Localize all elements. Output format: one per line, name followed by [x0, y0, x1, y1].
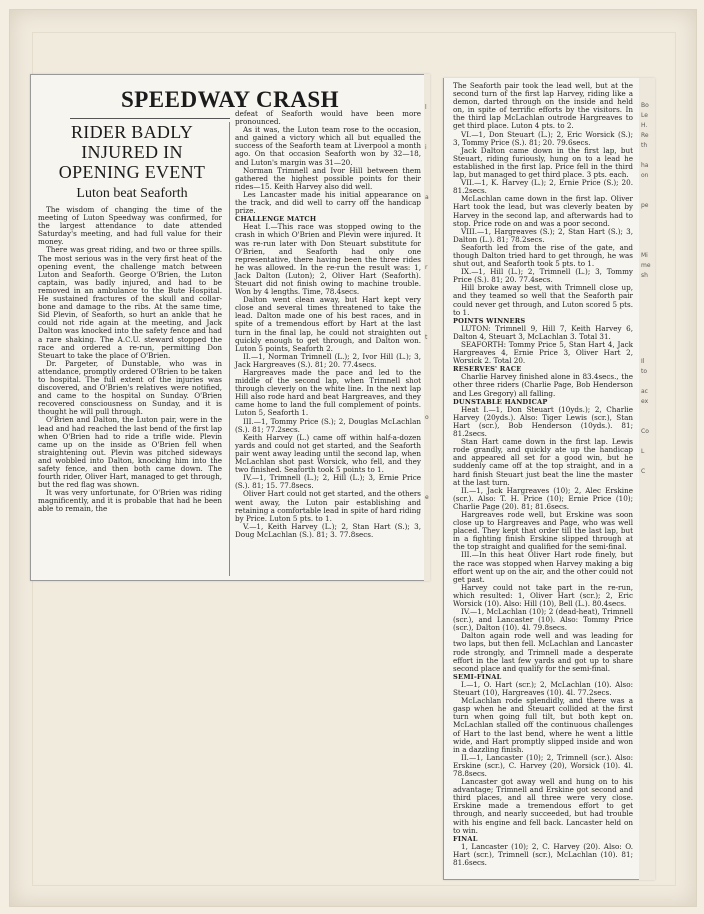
paragraph: 1, Lancaster (10); 2, C. Harvey (20). Also: O. Hart (scr.), Trimnell (scr.), McLachlan (10). 81; 81.6secs.: [453, 841, 633, 867]
paragraph: Lancaster got away well and hung on to his advantage; Trimnell and Erskine got second and third places, and all three were very close. Erskine made a tremendous effort to get through, and nearly succeeded, but had trouble with his engine and fell back. Lancaster held on to win.: [453, 777, 633, 835]
paragraph: IX.—1, Hill (L.); 2, Trimnell (L.); 3, Tommy Price (S.). 81; 20. 77.4secs.: [453, 267, 633, 285]
paragraph: VIII.—1, Hargreaves (S.); 2, Stan Hart (S.); 3, Dalton (L.). 81; 78.2secs.: [453, 226, 633, 244]
fragment-char: Bo: [641, 102, 649, 109]
fragment-char: H.: [641, 122, 648, 129]
section-heading: RESERVES' RACE: [453, 365, 522, 374]
fragment-char: ac: [641, 388, 648, 395]
clipping-edge: [30, 74, 430, 75]
fragment-char: ha: [641, 162, 649, 169]
fragment-char: pe: [641, 202, 649, 209]
paragraph: Charlie Harvey finished alone in 83.4secs., the other three riders (Charlie Page, Bob Henderson and Les Gregory) all falling.: [453, 372, 633, 398]
section-heading: CHALLENGE MATCH: [235, 215, 317, 224]
fragment-char: a: [425, 194, 429, 201]
deck-line: RIDER BADLY: [71, 122, 193, 142]
fragment-char: t: [425, 334, 428, 341]
paragraph: Hargreaves made the pace and led to the middle of the second lap, when Trimnell shot through cleverly on the white line. In the next lap Hill also rode hard and beat Hargreaves, and they came home to land the full complement of points. Luton 5, Seaforth 1.: [235, 368, 421, 418]
paragraph: II.—1, Norman Trimnell (L.); 2, Ivor Hill (L.); 3, Jack Hargreaves (S.). 81; 20. 77.4secs.: [235, 351, 421, 369]
paragraph: Hargreaves rode well, but Erskine was soon close up to Hargreaves and Page, who was well placed. They kept that order till the last lap, but in a fighting finish Erskine slipped through at the top straight and qualified for the semi-final.: [453, 509, 633, 552]
headline-rule: [70, 118, 230, 119]
paragraph: Seaforth led from the rise of the gate, and though Dalton tried hard to get through, he was shut out, and Seaforth took 5 pts. to 1.: [453, 242, 633, 269]
clipping-edge: [30, 74, 31, 581]
paragraph: II.—1, Lancaster (10); 2, Trimnell (scr.). Also: Erskine (scr.), C. Harvey (20), Worsick (10). 4l. 78.8secs.: [453, 752, 633, 778]
section-heading: DUNSTABLE HANDICAP: [453, 397, 548, 406]
fragment-char: Le: [641, 112, 648, 119]
paragraph: As it was, the Luton team rose to the occasion, and gained a victory which all but equalled the success of the Seaforth team at Liverpool a month ago. On that occasion Seaforth won by 32—18, and Luton's margin was 31—20.: [235, 125, 421, 167]
clipping-edge: [443, 879, 655, 880]
section-heading: POINTS WINNERS: [453, 316, 526, 325]
adjacent-column-fragment: [424, 74, 430, 581]
paragraph: Les Lancaster made his initial appearance on the track, and did well to carry off the handicap prize.: [235, 189, 421, 216]
fragment-char: r: [425, 264, 428, 271]
paragraph: Stan Hart came down in the first lap. Lewis rode grandly, and quickly ate up the handicap and appeared all set for a good win, but he suddenly came off at the top straight, and in a hard finish Steuart just beat the line the master at the last turn.: [453, 437, 633, 487]
paragraph: LUTON: Trimnell 9, Hill 7, Keith Harvey 6, Dalton 4, Steuart 3, McLachlan 3. Total 31.: [453, 323, 633, 341]
clipping-main: [30, 74, 430, 581]
fragment-char: Co: [641, 428, 649, 435]
paragraph: Harvey could not take part in the re-run, which resulted: 1, Oliver Hart (scr.); 2, Eric Worsick (10). Also: Hill (10), Bell (L.). 80.4secs.: [453, 582, 633, 608]
paragraph: SEAFORTH: Tommy Price 5, Stan Hart 4, Jack Hargreaves 4, Ernie Price 3, Oliver Hart 2, Worsick 2. Total 20.: [453, 340, 633, 366]
column-3: [453, 82, 633, 876]
subdeck: Luton beat Seaforth: [76, 186, 188, 201]
paragraph: Keith Harvey (L.) came off within half-a-dozen yards and could not get started, and the Seaforth pair went away leading until the second lap, when McLachlan shot past Worsick, who fell, and they two finished. Seaforth took 5 points to 1.: [235, 432, 421, 475]
paragraph: Heat I.—1, Don Steuart (10yds.); 2, Charlie Harvey (20yds.). Also: Tiger Lewis (scr.), Stan Hart (scr.), Bob Henderson (10yds.). 81; 81.2secs.: [453, 404, 633, 439]
column-rule: [229, 122, 230, 576]
clipping-edge: [443, 78, 444, 880]
paragraph: McLachlan rode splendidly, and there was a gasp when he and Steuart collided at the first turn when going full tilt, but both kept on. McLachlan stalled off the continuous challenges of Hart to the last bend, where he went a little wide, and Hart promptly slipped inside and won in a dazzling finish.: [453, 696, 633, 754]
paragraph: II.—1, Jack Hargreaves (10); 2, Alec Erskine (scr.). Also: T. H. Price (10); Ernie Price (10); Charlie Page (20). 81; 81.6secs.: [453, 485, 633, 511]
deck-line: OPENING EVENT: [58, 162, 206, 182]
paragraph: Oliver Hart could not get started, and the others went away, the Luton pair establishing and retaining a comfortable lead in spite of hard riding by Price. Luton 5 pts. to 1.: [235, 489, 421, 523]
fragment-char: e: [425, 494, 429, 501]
section-heading: SEMI-FINAL: [453, 672, 502, 681]
pencil-annotation: [2, 838, 20, 890]
paragraph: III.—In this heat Oliver Hart rode finely, but the race was stopped when Harvey making a big effort went up on the air, and the other could not get past.: [453, 550, 633, 584]
fragment-char: ex: [641, 398, 649, 405]
fragment-char: Il: [641, 358, 645, 365]
paragraph: defeat of Seaforth would have been more pronounced.: [235, 109, 421, 127]
fragment-char: th: [641, 142, 648, 149]
fragment-char: o: [425, 414, 429, 421]
paragraph: III.—1, Tommy Price (S.); 2, Douglas McLachlan (S.). 81; 77.2secs.: [235, 416, 421, 434]
paragraph: Dalton again rode well and was leading for two laps, but then fell. McLachlan and Lancaster rode strongly, and Trimnell made a desperate effort in the last few yards and got up to share second place and qualify for the semi-final.: [453, 631, 633, 673]
headline: SPEEDWAY CRASH: [120, 87, 340, 112]
paragraph: IV.—1, McLachlan (10); 2 (dead-heat), Trimnell (scr.), and Lancaster (10). Also: Tommy Price (scr.), Dalton (10). 4l. 79.8secs.: [453, 607, 633, 633]
paragraph: McLachlan came down in the first lap. Oliver Hart took the lead, but was cleverly beaten by Harvey in the second lap, and afterwards had to stop. Price rode on and was a poor second.: [453, 194, 633, 228]
paragraph: The Seaforth pair took the lead well, but at the second turn of the first lap Harvey, riding like a demon, darted through on the inside and held on, in spite of terrific efforts by the visitors. In the third lap McLachlan outrode Hargreaves to get third place. Luton 4 pts. to 2.: [453, 81, 633, 131]
paragraph: Jack Dalton came down in the first lap, but Steuart, riding furiously, hung on to a lead he established in the first lap. Price fell in the third lap, but managed to get third place. 3 pts. each.: [453, 145, 633, 180]
paragraph: Dalton went clean away, but Hart kept very close and several times threatened to take the lead. Dalton made one of his best races, and in spite of a tremendous effort by Hart at the last turn in the final lap, he could not straighten out quickly enough to get through, and Dalton won. Luton 5 points, Seaforth 2.: [235, 295, 421, 353]
adjacent-column-fragment: [639, 78, 655, 880]
paragraph: IV.—1, Trimnell (L.); 2, Hill (L.); 3, Ernie Price (S.). 81; 15. 77.8secs.: [235, 473, 421, 491]
fragment-char: to: [641, 368, 648, 375]
paragraph: VII.—1, K. Harvey (L.); 2, Ernie Price (S.); 20. 81.2secs.: [453, 178, 633, 196]
paragraph: There was great riding, and two or three spills. The most serious was in the very first heat of the opening event, the challenge match between Luton and Seaforth. George O'Brien, the Luton captain, was badly injured, and had to be removed in an ambulance to the Bute Hospital. He sustained fractures of the skull and collar-bone and damage to the ribs. At the same time, Sid Plevin, of Seaforth, so hurt an ankle that he could not ride again at the meeting, and Jack Dalton was knocked into the safety fence and had a rare shaking. The A.C.U. steward stopped the race and ordered a re-run, permitting Don Steuart to take the place of O'Brien.: [38, 245, 222, 360]
fragment-char: C: [641, 468, 646, 475]
clipping-edge: [30, 580, 430, 581]
paragraph: O'Brien and Dalton, the Luton pair, were in the lead and had reached the last bend of the first lap when O'Brien had to ride a trifle wide. Plevin came up on the inside as O'Brien fell when straightening out. Plevin was pitched sideways and wobbled into Dalton, knocking him into the safety fence, and then both came down. The fourth rider, Oliver Hart, managed to get through, but the red flag was shown.: [38, 415, 222, 490]
fragment-char: l: [425, 104, 427, 111]
deck: [38, 122, 226, 182]
paragraph: It was very unfortunate, for O'Brien was riding magnificently, and it is probable that had he been able to remain, the: [38, 488, 222, 514]
paragraph: I.—1, O. Hart (scr.); 2, McLachlan (10). Also: Steuart (10), Hargreaves (10). 4l. 77.2secs.: [453, 679, 633, 698]
fragment-char: sh: [641, 272, 648, 279]
column-2: [235, 110, 421, 576]
fragment-char: L: [641, 448, 645, 455]
paragraph: Hill broke away best, with Trimnell close up, and they teamed so well that the Seaforth pair could never get through, and Luton scored 5 pts. to 1.: [453, 283, 633, 317]
paragraph: Dr. Pargeter, of Dunstable, who was in attendance, promptly ordered O'Brien to be taken to hospital. The full extent of the injuries was discovered, and O'Brien's relatives were notified, and came to the hospital on Sunday. O'Brien recovered consciousness on Sunday, and it is thought he will pull through.: [38, 358, 222, 417]
fragment-char: me: [641, 262, 651, 269]
paragraph: VI.—1, Don Steuart (L.); 2, Eric Worsick (S.); 3, Tommy Price (S.). 81; 20. 79.6secs.: [453, 129, 633, 147]
fragment-char: Mi: [641, 252, 648, 259]
paragraph: Norman Trimnell and Ivor Hill between them gathered the highest possible points for their rides—15. Keith Harvey also did well.: [235, 165, 421, 191]
column-1: [38, 206, 222, 578]
paragraph: Heat I.—This race was stopped owing to the crash in which O'Brien and Plevin were injured. It was re-run later with Don Steuart substitute for O'Brien, and Seaforth had only one representative, there having been the three rides he was allowed. In the re-run the result was: 1, Jack Dalton (Luton); 2, Oliver Hart (Seaforth). Steuart did not finish owing to machine trouble. Won by 4 lengths. Time, 78.4secs.: [235, 222, 421, 297]
clipping-continuation: [443, 78, 655, 880]
section-heading: FINAL: [453, 834, 478, 843]
paragraph: V.—1, Keith Harvey (L.); 2, Stan Hart (S.); 3, Doug McLachlan (S.). 81; 3. 77.8secs.: [235, 521, 421, 539]
paragraph: The wisdom of changing the time of the meeting of Luton Speedway was confirmed, for the largest attendance to date attended Saturday's meeting, and had full value for their money.: [38, 205, 222, 247]
fragment-char: Re: [641, 132, 649, 139]
fragment-char: i: [425, 144, 427, 151]
fragment-char: on: [641, 172, 649, 179]
deck-line: INJURED IN: [81, 142, 183, 162]
